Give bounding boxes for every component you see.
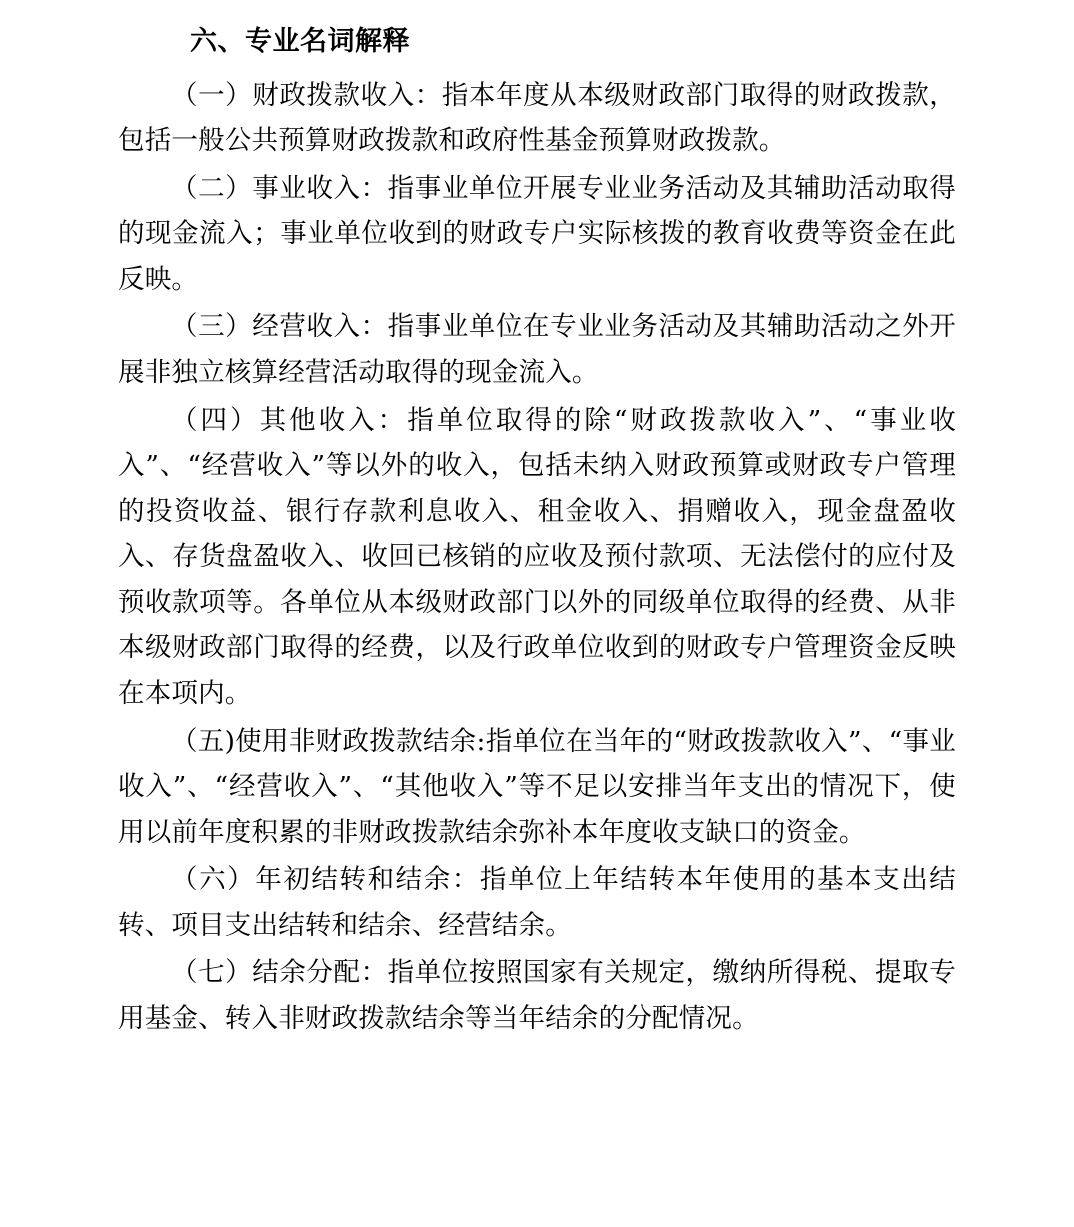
paragraph-other-income: （四）其他收入：指单位取得的除“财政拨款收入”、“事业收入”、“经营收入”等以外的收入，包括未纳入财政预算或财政专户管理的投资收益、银行存款利息收入、租金收入、捐赠收入，现金盘盈收入、存货盘盈收入、收回已核销的应收及预付款项、无法偿付的应付及预收款项等。各单位从本级财政部门以外的同级单位取得的经费、从非本级财政部门取得的经费，以及行政单位收到的财政专户管理资金反映在本项内。 <box>118 404 956 710</box>
paragraph-operating-income: （三）经营收入：指事业单位在专业业务活动及其辅助活动之外开展非独立核算经营活动取得的现金流入。 <box>118 311 956 388</box>
page-title: 六、专业名词解释 <box>190 26 410 57</box>
paragraph-business-income: （二）事业收入：指事业单位开展专业业务活动及其辅助活动取得的现金流入；事业单位收到的财政专户实际核拨的教育收费等资金在此反映。 <box>118 172 956 295</box>
paragraph-financial-allocation-income: （一）财政拨款收入：指本年度从本级财政部门取得的财政拨款，包括一般公共预算财政拨款和政府性基金预算财政拨款。 <box>118 79 956 157</box>
paragraph-beginning-carryover-balance: （六）年初结转和结余：指单位上年结转本年使用的基本支出结转、项目支出结转和结余、经营结余。 <box>118 864 956 941</box>
paragraph-non-financial-surplus-use: （五)使用非财政拨款结余:指单位在当年的“财政拨款收入”、“事业收入”、“经营收入”、“其他收入”等不足以安排当年支出的情况下，使用以前年度积累的非财政拨款结余弥补本年度收支缺口的资金。 <box>118 725 956 848</box>
paragraph-surplus-distribution: （七）结余分配：指单位按照国家有关规定，缴纳所得税、提取专用基金、转入非财政拨款结余等当年结余的分配情况。 <box>118 957 956 1035</box>
